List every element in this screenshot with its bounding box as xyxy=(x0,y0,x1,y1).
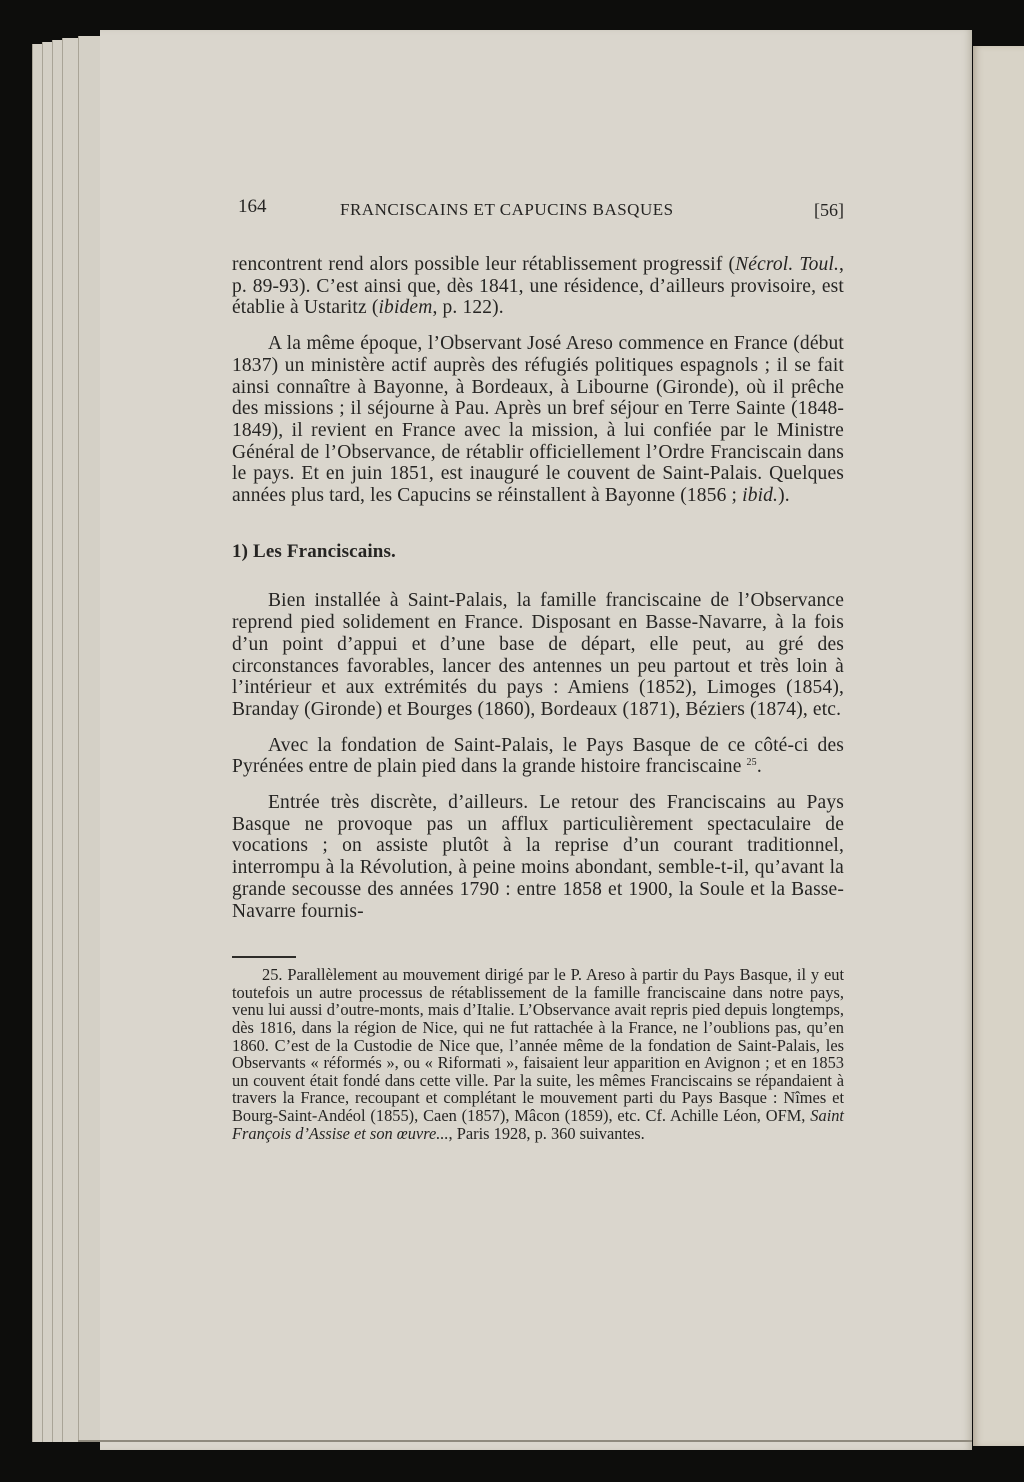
footnote-reference[interactable]: 25 xyxy=(746,757,757,769)
paragraph xyxy=(232,735,844,778)
paragraph xyxy=(232,590,844,720)
text-run: Bien installée à Saint-Palais, la famille franciscaine de l’Observance reprend pied solidement en France. Disposant en Basse-Navarre, à la fois d’un point d’appui et d’une base de départ, elle peut, au gré des circonstances favorables, lancer des antennes un peu partout et très loin à l’intérieur et aux extrémités du pays : Amiens (1852), Limoges (1854), Branday (Gironde) et Bourges (1860), Bordeaux (1871), Béziers (1874), etc. xyxy=(232,590,844,720)
bracket-reference: [56] xyxy=(814,200,844,220)
running-head xyxy=(232,196,844,224)
paragraph xyxy=(232,792,844,922)
paragraph xyxy=(232,333,844,507)
running-title: FRANCISCAINS ET CAPUCINS BASQUES xyxy=(340,200,674,219)
page-bottom-edge xyxy=(78,1440,972,1442)
text-run: , Paris 1928, p. 360 suivantes. xyxy=(448,1123,645,1143)
italic-text: ibidem xyxy=(378,297,433,319)
section-heading: 1) Les Franciscains. xyxy=(232,540,396,562)
italic-text: Saint François d’Assise et son œuvre... xyxy=(232,1106,844,1143)
text-run: , p. 89-93). C’est ainsi que, dès 1841, une résidence, d’ailleurs provisoire, est établie à Ustaritz ( xyxy=(232,254,844,319)
paragraph xyxy=(232,254,844,319)
text-run: , p. 122). xyxy=(432,297,504,319)
facing-page-edge xyxy=(973,46,1024,1446)
footnote xyxy=(232,966,844,1142)
body-text xyxy=(232,254,844,922)
footnote-rule xyxy=(232,956,296,958)
italic-text: ibid. xyxy=(742,485,779,507)
page-content xyxy=(232,196,844,1142)
text-run: Avec la fondation de Saint-Palais, le Pays Basque de ce côté-ci des Pyrénées entre de plain pied dans la grande histoire franciscaine xyxy=(232,734,844,778)
text-run: 25. Parallèlement au mouvement dirigé par le P. Areso à partir du Pays Basque, il y eut toutefois un autre processus de rétablissement de la famille franciscaine dans notre pays, venu lui aussi d’outre-monts, mais d’Italie. L’Observance avait repris pied depuis longtemps, dès 1816, dans la région de Nice, qui ne fut rattachée à la France, ne l’oublions pas, qu’en 1860. C’est de la Custodie de Nice que, l’année même de la fondation de Saint-Palais, les Observants « réformés », ou « Riformati », faisaient leur apparition en Avignon ; et en 1853 un couvent était fondé dans cette ville. Par la suite, les mêmes Franciscains se répandaient à travers la France, recoupant et complétant le mouvement parti du Pays Basque : Nîmes et Bourg-Saint-Andéol (1855), Caen (1857), Mâcon (1859), etc. Cf. Achille Léon, OFM, xyxy=(232,965,844,1126)
text-run: A la même époque, l’Observant José Areso commence en France (début 1837) un ministère actif auprès des réfugiés politiques espagnols ; il se fait ainsi connaître à Bayonne, à Bordeaux, à Libourne (Gironde), où il prêche des missions ; il séjourne à Pau. Après un bref séjour en Terre Sainte (1848-1849), il revient en France avec la mission, à lui confiée par le Ministre Général de l’Observance, de rétablir officiellement l’Ordre Franciscain dans le pays. Et en juin 1851, est inauguré le couvent de Saint-Palais. Quelques années plus tard, les Capucins se réinstallent à Bayonne (1856 ; xyxy=(232,333,844,507)
text-run: Entrée très discrète, d’ailleurs. Le retour des Franciscains au Pays Basque ne provoque pas un afflux particulièrement spectaculaire de vocations ; on assiste plutôt à la reprise d’un courant traditionnel, interrompu à la Révolution, à peine moins abondant, semble-t-il, qu’avant la grande secousse des années 1790 : entre 1858 et 1900, la Soule et la Basse-Navarre fournis- xyxy=(232,792,844,922)
italic-text: Nécrol. Toul. xyxy=(735,254,839,275)
text-run: rencontrent rend alors possible leur rétablissement progressif ( xyxy=(232,254,736,275)
text-run: . xyxy=(756,756,762,778)
text-run: ). xyxy=(778,485,790,507)
page-number: 164 xyxy=(238,196,267,217)
